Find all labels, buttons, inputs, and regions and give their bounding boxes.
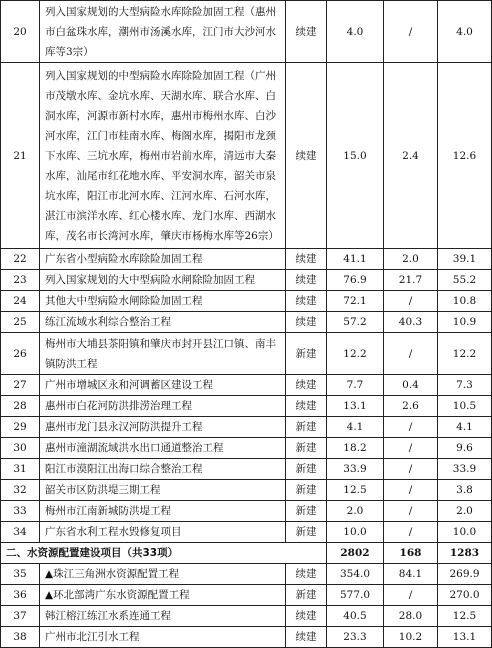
completed-investment: 10.2	[384, 627, 438, 648]
construction-type: 新建	[286, 522, 327, 543]
project-name: 韩江榕江练江水系连通工程	[40, 606, 286, 627]
project-name: 韶关市区防洪堤三期工程	[40, 480, 286, 501]
row-number: 23	[1, 270, 40, 291]
table-row	[1, 375, 492, 396]
construction-type: 续建	[286, 63, 327, 249]
planned-investment: 10.9	[438, 312, 492, 333]
planned-investment: 1283	[438, 543, 492, 564]
project-name: 阳江市漠阳江出海口综合整治工程	[40, 459, 286, 480]
table-row	[1, 396, 492, 417]
project-name: 广州市北江引水工程	[40, 627, 286, 648]
project-name: 惠州市龙门县永汉河防洪提升工程	[40, 417, 286, 438]
construction-type: 续建	[286, 270, 327, 291]
planned-investment: 12.6	[438, 63, 492, 249]
planned-investment: 10.0	[438, 522, 492, 543]
section-title: 二、水资源配置建设项目（共33项）	[1, 543, 327, 564]
table-row	[1, 249, 492, 270]
table-row	[1, 291, 492, 312]
row-number: 22	[1, 249, 40, 270]
construction-type: 续建	[286, 291, 327, 312]
row-number: 29	[1, 417, 40, 438]
planned-investment: 13.1	[438, 627, 492, 648]
table-row	[1, 606, 492, 627]
table-row	[1, 270, 492, 291]
completed-investment: /	[384, 501, 438, 522]
construction-type: 续建	[286, 249, 327, 270]
completed-investment: 40.3	[384, 312, 438, 333]
construction-type: 续建	[286, 396, 327, 417]
completed-investment: /	[384, 585, 438, 606]
total-investment: 23.3	[327, 627, 384, 648]
row-number: 28	[1, 396, 40, 417]
planned-investment: 10.5	[438, 396, 492, 417]
total-investment: 354.0	[327, 564, 384, 585]
total-investment: 57.2	[327, 312, 384, 333]
table-row	[1, 585, 492, 606]
planned-investment: 4.0	[438, 1, 492, 63]
construction-type: 续建	[286, 606, 327, 627]
row-number: 35	[1, 564, 40, 585]
construction-type: 新建	[286, 480, 327, 501]
total-investment: 577.0	[327, 585, 384, 606]
table-row	[1, 312, 492, 333]
table-row	[1, 564, 492, 585]
planned-investment: 12.2	[438, 333, 492, 375]
row-number: 25	[1, 312, 40, 333]
planned-investment: 269.9	[438, 564, 492, 585]
total-investment: 2802	[327, 543, 384, 564]
planned-investment: 55.2	[438, 270, 492, 291]
total-investment: 15.0	[327, 63, 384, 249]
row-number: 32	[1, 480, 40, 501]
table-row	[1, 438, 492, 459]
project-name: 惠州市白花河防洪排涝治理工程	[40, 396, 286, 417]
construction-type: 新建	[286, 333, 327, 375]
row-number: 20	[1, 1, 40, 63]
completed-investment: 28.0	[384, 606, 438, 627]
planned-investment: 10.8	[438, 291, 492, 312]
row-number: 27	[1, 375, 40, 396]
row-number: 34	[1, 522, 40, 543]
total-investment: 33.9	[327, 459, 384, 480]
total-investment: 76.9	[327, 270, 384, 291]
table-row	[1, 459, 492, 480]
completed-investment: 2.0	[384, 249, 438, 270]
construction-type: 新建	[286, 417, 327, 438]
project-table-body	[1, 1, 492, 648]
construction-type: 续建	[286, 1, 327, 63]
project-name: 列入国家规划的大型病险水库除险加固工程（惠州市白盆珠水库，潮州市汤溪水库，江门市大沙河水库等3宗）	[40, 1, 286, 63]
completed-investment: 21.7	[384, 270, 438, 291]
section-header-row	[1, 543, 492, 564]
row-number: 38	[1, 627, 40, 648]
total-investment: 4.1	[327, 417, 384, 438]
project-name: 练江流域水利综合整治工程	[40, 312, 286, 333]
completed-investment: /	[384, 459, 438, 480]
planned-investment: 9.6	[438, 438, 492, 459]
completed-investment: 168	[384, 543, 438, 564]
table-row	[1, 522, 492, 543]
total-investment: 72.1	[327, 291, 384, 312]
row-number: 24	[1, 291, 40, 312]
table-row	[1, 417, 492, 438]
table-row	[1, 333, 492, 375]
total-investment: 40.5	[327, 606, 384, 627]
planned-investment: 12.5	[438, 606, 492, 627]
construction-type: 新建	[286, 501, 327, 522]
table-row	[1, 480, 492, 501]
completed-investment: 84.1	[384, 564, 438, 585]
project-name: 广东省水利工程水毁修复项目	[40, 522, 286, 543]
completed-investment: /	[384, 480, 438, 501]
row-number: 30	[1, 438, 40, 459]
total-investment: 2.0	[327, 501, 384, 522]
completed-investment: 0.4	[384, 375, 438, 396]
planned-investment: 2.0	[438, 501, 492, 522]
table-row	[1, 627, 492, 648]
project-name: 广东省小型病险水库除险加固工程	[40, 249, 286, 270]
total-investment: 10.0	[327, 522, 384, 543]
table-row	[1, 63, 492, 249]
project-name: 其他大中型病险水闸除险加固工程	[40, 291, 286, 312]
planned-investment: 4.1	[438, 417, 492, 438]
construction-type: 新建	[286, 459, 327, 480]
completed-investment: /	[384, 417, 438, 438]
project-name: 梅州市大埔县茶阳镇和肇庆市封开县江口镇、南丰镇防洪工程	[40, 333, 286, 375]
project-name: 惠州市潼湖流域洪水出口通道整治工程	[40, 438, 286, 459]
project-name: ▲珠江三角洲水资源配置工程	[40, 564, 286, 585]
table-row	[1, 1, 492, 63]
row-number: 26	[1, 333, 40, 375]
completed-investment: /	[384, 1, 438, 63]
construction-type: 续建	[286, 312, 327, 333]
table-row	[1, 501, 492, 522]
planned-investment: 270.0	[438, 585, 492, 606]
row-number: 21	[1, 63, 40, 249]
project-name: 列入国家规划的中型病险水库除险加固工程（广州市茂墩水库、金坑水库、天湖水库、联合水库、白洞水库，河源市新村水库，惠州市梅州水库、白沙河水库，江门市桂南水库、梅阁水库，揭阳市龙颈下水库、三坑水库，梅州市岩前水库，清远市大秦水库，汕尾市红花地水库、平安洞水库，韶关市泉坑水库，阳江市北河水库、江河水库、石河水库，湛江市滨洋水库、红心楼水库、龙门水库、西湖水库，茂名市长湾河水库，肇庆市杨梅水库等26宗）	[40, 63, 286, 249]
project-name: 列入国家规划的大中型病险水闸除险加固工程	[40, 270, 286, 291]
total-investment: 7.7	[327, 375, 384, 396]
planned-investment: 33.9	[438, 459, 492, 480]
construction-type: 续建	[286, 627, 327, 648]
total-investment: 13.1	[327, 396, 384, 417]
row-number: 33	[1, 501, 40, 522]
completed-investment: 2.6	[384, 396, 438, 417]
construction-type: 新建	[286, 438, 327, 459]
total-investment: 12.2	[327, 333, 384, 375]
completed-investment: /	[384, 291, 438, 312]
construction-type: 新建	[286, 585, 327, 606]
construction-type: 续建	[286, 564, 327, 585]
completed-investment: /	[384, 333, 438, 375]
project-name: ▲环北部湾广东水资源配置工程	[40, 585, 286, 606]
total-investment: 12.5	[327, 480, 384, 501]
project-name: 广州市增城区永和河调蓄区建设工程	[40, 375, 286, 396]
planned-investment: 3.8	[438, 480, 492, 501]
planned-investment: 7.3	[438, 375, 492, 396]
project-name: 梅州市江南新城防洪堤工程	[40, 501, 286, 522]
completed-investment: /	[384, 522, 438, 543]
completed-investment: /	[384, 438, 438, 459]
row-number: 36	[1, 585, 40, 606]
construction-type: 续建	[286, 375, 327, 396]
completed-investment: 2.4	[384, 63, 438, 249]
total-investment: 4.0	[327, 1, 384, 63]
planned-investment: 39.1	[438, 249, 492, 270]
row-number: 31	[1, 459, 40, 480]
total-investment: 41.1	[327, 249, 384, 270]
row-number: 37	[1, 606, 40, 627]
total-investment: 18.2	[327, 438, 384, 459]
